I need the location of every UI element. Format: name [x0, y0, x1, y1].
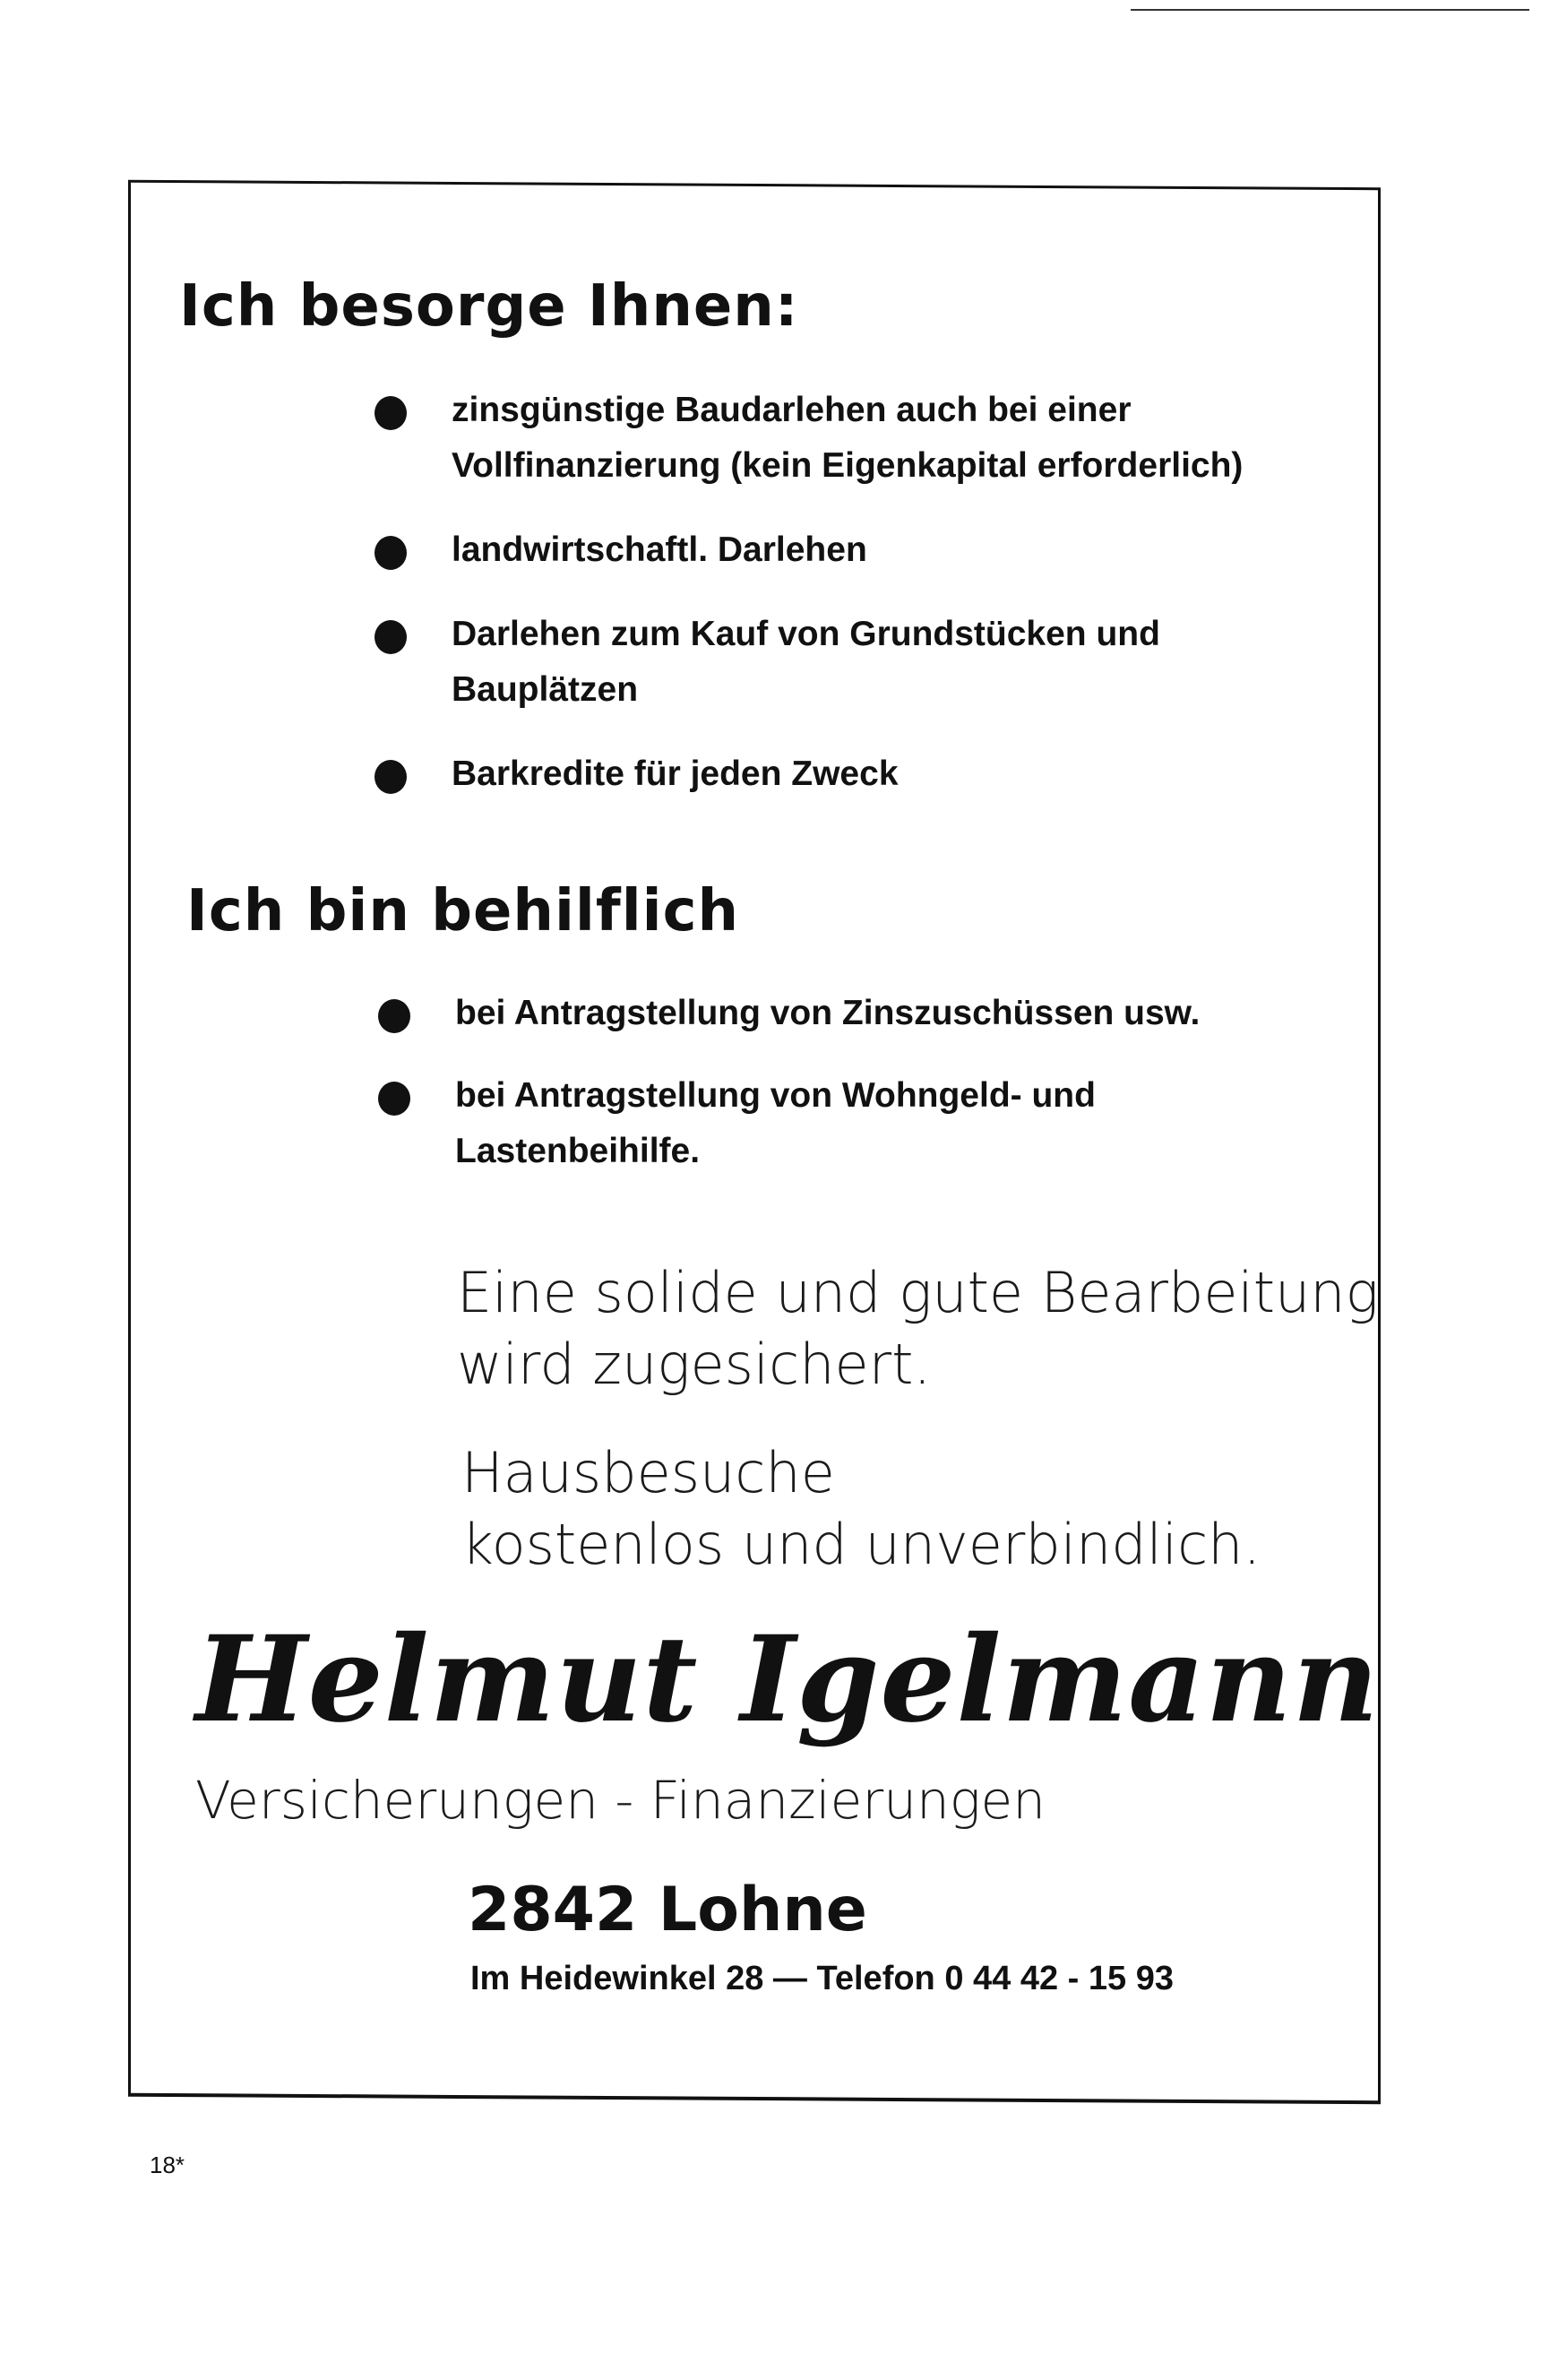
company-name: Helmut Igelmann	[195, 1610, 1380, 1749]
note-processing-line-2: wird zugesichert.	[457, 1332, 932, 1397]
bullet-icon	[374, 536, 407, 570]
list-item	[374, 746, 1342, 802]
bullet-icon	[374, 396, 407, 430]
service-text: zinsgünstige Baudarlehen auch bei einer Vollfinanzierung (kein Eigenkapital erforderlich)	[452, 391, 1244, 485]
service-text: landwirtschaftl. Darlehen	[452, 530, 867, 569]
note-processing-line-1: Eine solide und gute Bearbeitung	[457, 1260, 1379, 1325]
address-line: Im Heidewinkel 28 — Telefon 0 44 42 - 15 93	[470, 1960, 1174, 1997]
assistance-list	[378, 986, 1346, 1206]
list-item	[374, 522, 1342, 578]
company-tagline: Versicherungen - Finanzierungen	[195, 1770, 1046, 1831]
list-item	[378, 1068, 1346, 1179]
bullet-icon	[378, 999, 410, 1033]
bullet-icon	[378, 1082, 410, 1116]
assistance-text: bei Antragstellung von Zinszuschüssen usw.	[455, 994, 1201, 1032]
heading-assistance: Ich bin behilflich	[186, 878, 740, 944]
services-list	[374, 383, 1342, 831]
list-item	[374, 607, 1342, 718]
bullet-icon	[374, 620, 407, 654]
list-item	[378, 986, 1346, 1041]
heading-services: Ich besorge Ihnen:	[179, 273, 799, 340]
bullet-icon	[374, 760, 407, 794]
service-text: Darlehen zum Kauf von Grundstücken und Bauplätzen	[452, 615, 1160, 709]
note-house-visits-line-2: kostenlos und unverbindlich.	[461, 1512, 1261, 1577]
assistance-text: bei Antragstellung von Wohngeld- und Lastenbeihilfe.	[455, 1076, 1096, 1170]
city-line: 2842 Lohne	[468, 1875, 867, 1945]
page-number: 18*	[150, 2151, 185, 2178]
top-rule	[1131, 9, 1529, 11]
note-house-visits-line-1: Hausbesuche	[461, 1440, 835, 1505]
list-item	[374, 383, 1342, 494]
service-text: Barkredite für jeden Zweck	[452, 755, 899, 793]
